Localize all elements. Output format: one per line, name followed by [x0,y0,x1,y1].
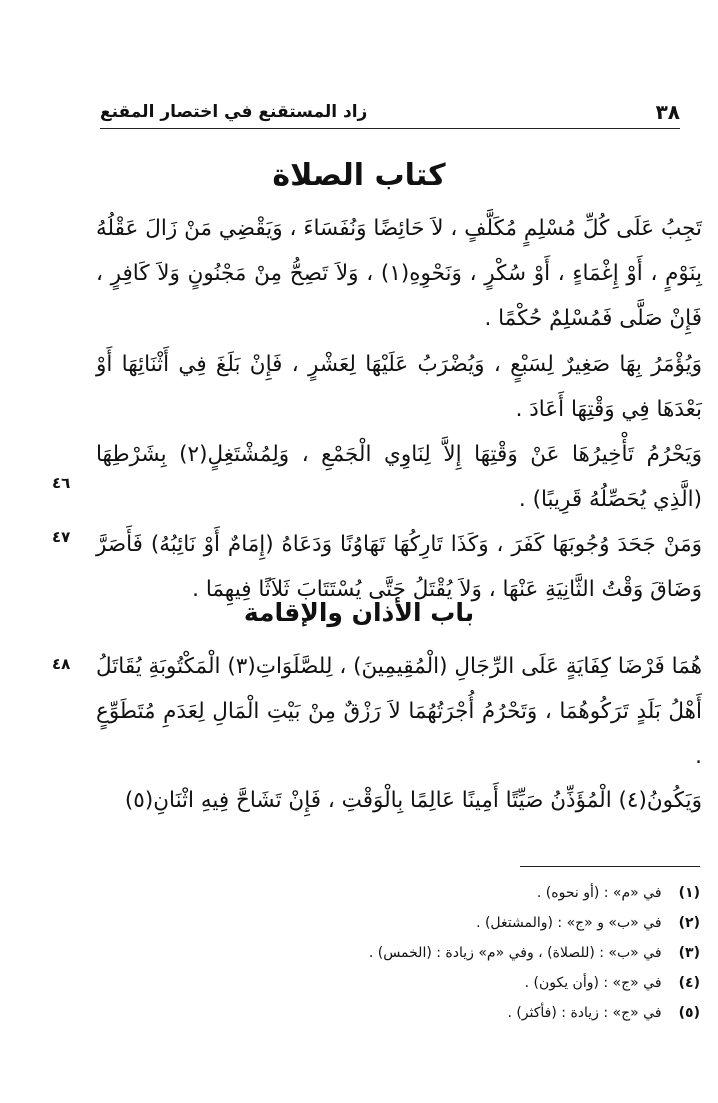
footnote-number: (٢) [678,915,700,931]
footnote-text: في «ج» : زيادة : (فأكثر) . [507,1005,662,1021]
footnote [100,968,700,998]
footnote [100,878,700,908]
paragraph-adhan-ruling: هُمَا فَرْضَا كِفَايَةٍ عَلَى الرِّجَالِ (الْمُقِيمِينَ) ، لِلصَّلَوَاتِ(٣) الْمَكْتُوبَةِ يُقَاتَلُ أَهْلُ بَلَدٍ تَرَكُوهُمَا ، وَتَحْرُمُ أُجْرَتُهُمَا لاَ رَزْقٌ مِنْ بَيْتِ الْمَالِ لِعَدَمِ مُتَطَوِّعٍ . [96,654,703,769]
page-header [100,98,680,129]
book-title: كتاب الصلاة [272,158,446,193]
footnote [100,998,700,1028]
footnote-text: في «ب» : (للصلاة) ، وفي «م» زيادة : (الخمس) . [368,945,662,961]
paragraph-number: ٤٦ [52,474,71,492]
footnote-divider [520,866,700,867]
paragraph-child-prayer: وَيُؤْمَرُ بِهَا صَغِيرٌ لِسَبْعٍ ، وَيُضْرَبُ عَلَيْهَا لِعَشْرٍ ، فَإِنْ بَلَغَ فِي أَثْنَائِهَا أَوْ بَعْدَهَا فِي وَقْتِهَا أَعَادَ . [96,352,702,422]
paragraph-muadhin-qualities: وَيَكُونُ(٤) الْمُؤَذِّنُ صَيِّتًا أَمِينًا عَالِمًا بِالْوَقْتِ ، فَإِنْ تَشَاحَّ فِيهِ اثْنَانِ(٥) [124,788,702,813]
footnote-text: في «ج» : (وأن يكون) . [524,975,662,991]
footnotes-list [100,878,700,1028]
chapter-title: باب الأذان والإقامة [243,598,475,627]
footnote [100,938,700,968]
paragraph-number: ٤٧ [52,528,71,546]
page-number: ٣٨ [655,100,680,124]
footnote-number: (٤) [678,975,700,991]
footnote-number: (٥) [678,1005,700,1021]
paragraph-number: ٤٨ [52,655,71,673]
footnote-number: (٣) [678,945,700,961]
footnote-text: في «ب» و «ج» : (والمشتغل) . [476,915,662,931]
footnote-number: (١) [678,885,700,901]
paragraph-prayer-obligation: تَجِبُ عَلَى كُلِّ مُسْلِمٍ مُكَلَّفٍ ، لاَ حَائِضًا وَنُفَسَاءَ ، وَيَقْضِي مَنْ زَالَ عَقْلُهُ بِنَوْمٍ ، أَوْ إِغْمَاءٍ ، أَوْ سُكْرٍ ، وَنَحْوِهِ(١) ، وَلاَ تَصِحُّ مِنْ مَجْنُونٍ وَلاَ كَافِرٍ ، فَإِنْ صَلَّى فَمُسْلِمٌ حُكْمًا . [96,216,703,331]
paragraph-delay-prohibition: وَيَحْرُمُ تَأْخِيرُهَا عَنْ وَقْتِهَا إِلاَّ لِنَاوِي الْجَمْعِ ، وَلِمُشْتَغِلٍ(٢) بِشَرْطِهَا (الَّذِي يُحَصِّلُهُ قَرِيبًا) . [96,442,702,512]
running-title: زاد المستقنع في اختصار المقنع [100,102,368,122]
paragraph-denial-ruling: وَمَنْ جَحَدَ وُجُوبَهَا كَفَرَ ، وَكَذَا تَارِكُهَا تَهَاوُنًا وَدَعَاهُ (إِمَامٌ أَوْ نَائِبُهُ) فَأَصَرَّ وَضَاقَ وَقْتُ الثَّانِيَةِ عَنْهَا ، وَلاَ يُقْتَلُ حَتَّى يُسْتَتَابَ ثَلاَثًا فِيهِمَا . [96,532,702,602]
footnote [100,908,700,938]
footnote-text: في «م» : (أو نحوه) . [536,885,662,901]
